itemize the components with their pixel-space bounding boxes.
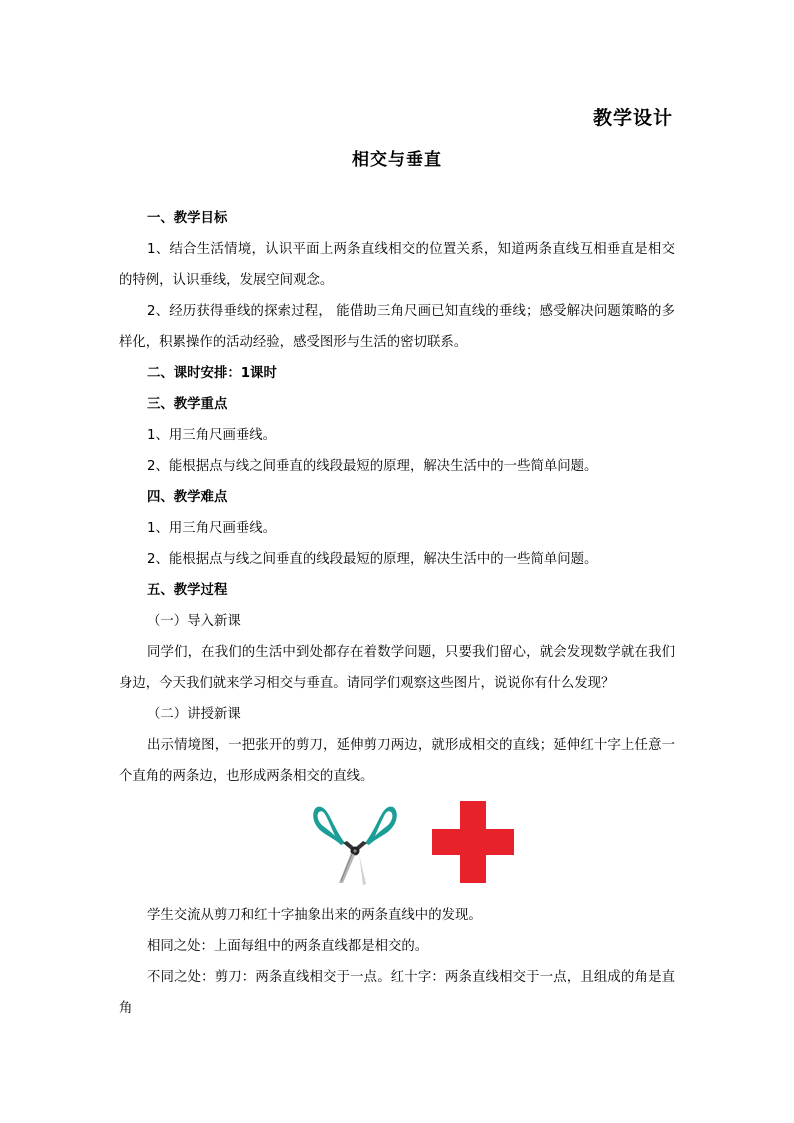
header-label: 教学设计 [592,107,673,129]
key-points-heading: 三、教学重点 [147,397,228,412]
process-heading: 五、教学过程 [147,583,228,598]
similarity-text: 相同之处：上面每组中的两条直线都是相交的。 [147,939,429,954]
goal-2: 2、经历获得垂线的探索过程， 能借助三角尺画已知直线的垂线；感受解决问题策略的多样化，积累操作的活动经验，感受图形与生活的密切联系。 [119,304,675,350]
difference-text: 不同之处：剪刀：两条直线相交于一点。红十字：两条直线相交于一点，且组成的角是直角 [119,970,675,1016]
figure-row [119,801,675,895]
difficulties-heading: 四、教学难点 [147,490,228,505]
intro-text: 同学们，在我们的生活中到处都存在着数学问题，只要我们留心，就会发现数学就在我们身边，今天我们就来学习相交与垂直。请同学们观察这些图片，说说你有什么发现？ [119,645,675,691]
goal-1: 1、结合生活情境，认识平面上两条直线相交的位置关系，知道两条直线互相垂直是相交的特例，认识垂线，发展空间观念。 [119,242,675,288]
difficulty-1: 1、用三角尺画垂线。 [147,521,277,536]
intro-heading: （一）导入新课 [147,614,241,629]
key-point-2: 2、能根据点与线之间垂直的线段最短的原理，解决生活中的一些简单问题。 [147,459,598,474]
scissors-icon [309,801,401,885]
red-cross-icon [432,801,514,883]
lecture-heading: （二）讲授新课 [147,707,241,722]
lecture-text: 出示情境图，一把张开的剪刀，延伸剪刀两边，就形成相交的直线；延伸红十字上任意一个直角的两条边，也形成两条相交的直线。 [119,738,675,784]
goals-heading: 一、教学目标 [147,211,228,226]
difficulty-2: 2、能根据点与线之间垂直的线段最短的原理，解决生活中的一些简单问题。 [147,552,598,567]
page-title: 相交与垂直 [352,150,442,170]
exchange-text: 学生交流从剪刀和红十字抽象出来的两条直线中的发现。 [147,908,482,923]
document-body [119,203,675,1024]
key-point-1: 1、用三角尺画垂线。 [147,428,277,443]
schedule-heading: 二、课时安排：1课时 [147,366,277,381]
